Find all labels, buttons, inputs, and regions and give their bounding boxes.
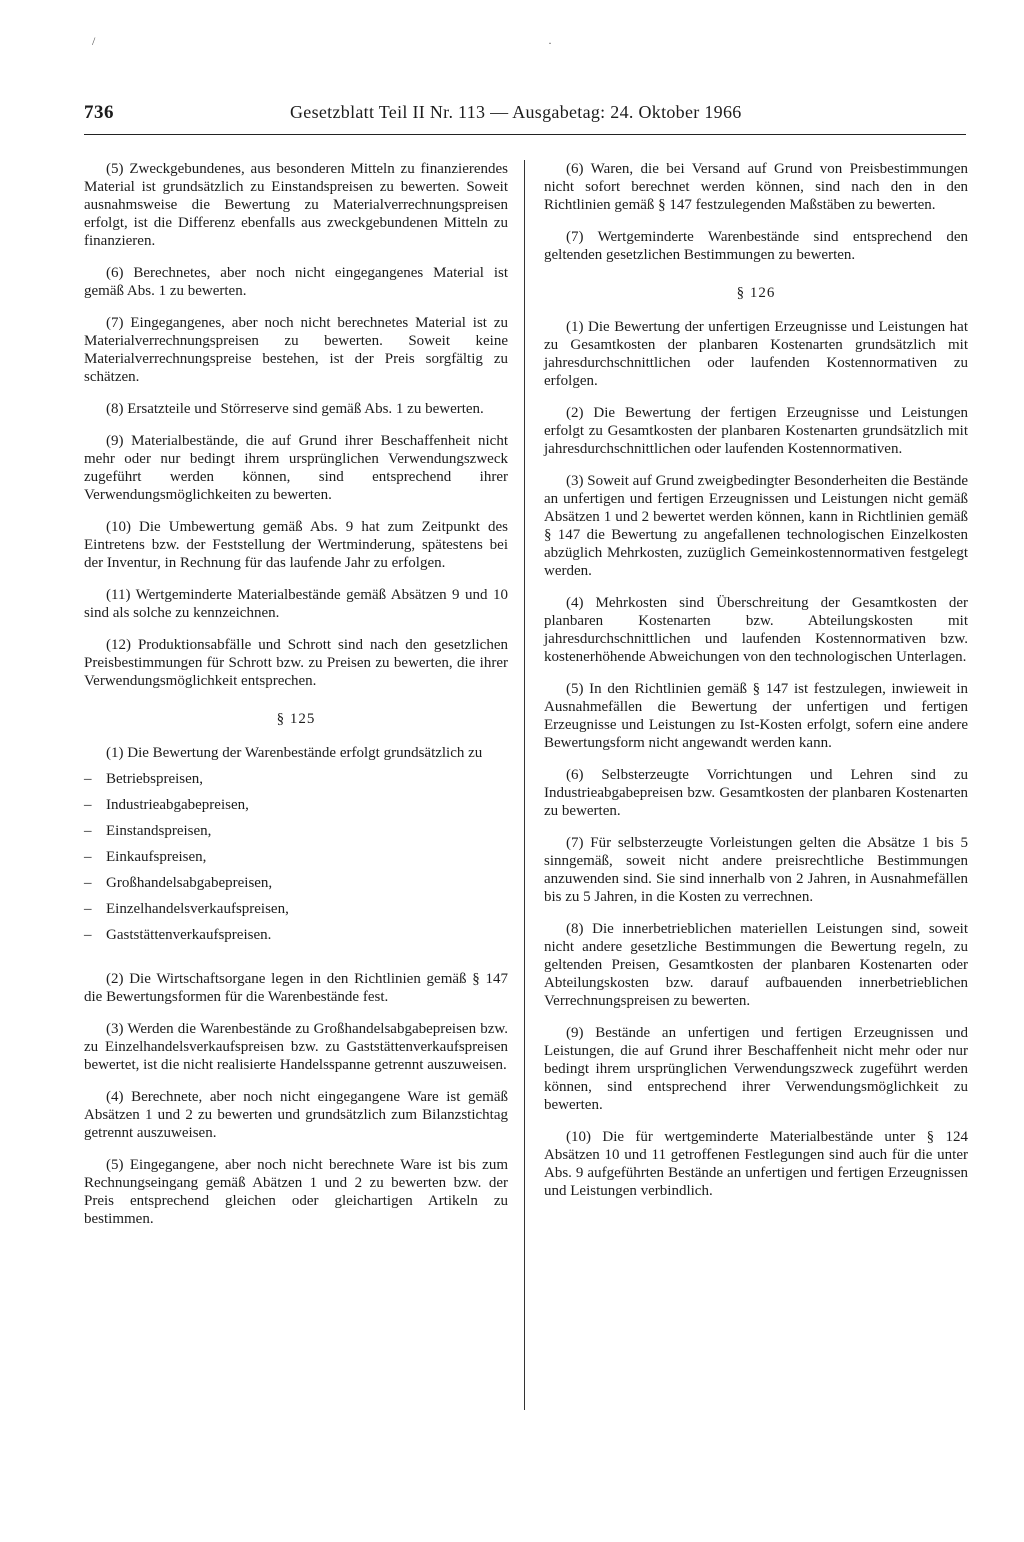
section-heading-125: § 125 xyxy=(276,711,316,727)
price-type-list xyxy=(84,770,508,944)
scan-mark: · xyxy=(548,36,552,50)
paragraph-125-6: (6) Waren, die bei Versand auf Grund von Preisbestimmungen nicht sofort berechnet werden können, sind nach den in den Richtlinien gemäß § 147 festzulegenden Maßstäben zu bewerten. xyxy=(544,161,968,213)
paragraph-126-6: (6) Selbsterzeugte Vorrichtungen und Lehren sind zu Industrieabgabepreisen bzw. Gesamtkosten der planbaren Kostenarten zu bewerten. xyxy=(544,767,968,819)
list-item: – Betriebspreisen, xyxy=(84,770,508,788)
paragraph-126-3: (3) Soweit auf Grund zweigbedingter Besonderheiten die Bestände an unfertigen und fertigen Erzeugnissen und Leistungen nicht gemäß Absätzen 1 und 2 bewertet werden können, kann in Richtlinien gemäß § 147 die Bewertung zu angefallenen technologischen Einzelkosten abzüglich Mehrkosten, zuzüglich Gemeinkostennormativen festgelegt werden. xyxy=(544,473,968,579)
scan-mark: / xyxy=(92,34,96,48)
paragraph-125-5: (5) Eingegangene, aber noch nicht berechnete Ware ist bis zum Rechnungseingang gemäß Abätzen 1 und 2 zu bewerten bzw. der Preis entsprechend gleichen oder gleichartigen Artikeln zu bestimmen. xyxy=(84,1157,508,1227)
section-heading-126: § 126 xyxy=(736,285,776,301)
paragraph-124-11: (11) Wertgeminderte Materialbestände gemäß Absätzen 9 und 10 sind als solche zu kennzeichnen. xyxy=(84,587,508,621)
header-divider xyxy=(84,134,966,135)
list-item: – Industrieabgabepreisen, xyxy=(84,796,508,814)
paragraph-126-8: (8) Die innerbetrieblichen materiellen Leistungen sind, soweit nicht andere gesetzliche Bestimmungen die Bewertung regeln, zu geltenden Preisen, Gesamtkosten der planbaren Kostenarten oder Abteilungskosten bzw. darauf aufbauenden innerbetrieblichen Verrechnungspreisen zu bewerten. xyxy=(544,921,968,1009)
paragraph-126-10: (10) Die für wertgeminderte Materialbestände unter § 124 Absätzen 10 und 11 getroffenen Festlegungen sind auch für die unter Abs. 9 aufgeführten Bestände an unfertigen und fertigen Erzeugnissen und Leistungen verbindlich. xyxy=(544,1129,968,1199)
page-number: 736 xyxy=(84,102,114,123)
paragraph-126-1: (1) Die Bewertung der unfertigen Erzeugnisse und Leistungen hat zu Gesamtkosten der planbaren Kostenarten grundsätzlich mit jahresdurchschnittlichen oder laufenden Kostennormativen zu erfolgen. xyxy=(544,319,968,389)
paragraph-126-5: (5) In den Richtlinien gemäß § 147 ist festzulegen, inwieweit in Ausnahmefällen die Bewertung der unfertigen und fertigen Erzeugnisse und Leistungen zu Ist-Kosten erfolgt, sofern eine andere Bewertungsform nicht angewandt werden kann. xyxy=(544,681,968,751)
page-header-title: Gesetzblatt Teil II Nr. 113 — Ausgabetag: 24. Oktober 1966 xyxy=(290,102,742,122)
paragraph-124-6: (6) Berechnetes, aber noch nicht eingegangenes Material ist gemäß Abs. 1 zu bewerten. xyxy=(84,265,508,299)
paragraph-126-4: (4) Mehrkosten sind Überschreitung der Gesamtkosten der planbaren Kostenarten bzw. Abteilungskosten mit jahresdurchschnittlichen und laufenden Kostennormativen bzw. kostenerhöhende Abweichungen von den technologischen Unterlagen. xyxy=(544,595,968,665)
list-item: – Einzelhandelsverkaufspreisen, xyxy=(84,900,508,918)
paragraph-124-10: (10) Die Umbewertung gemäß Abs. 9 hat zum Zeitpunkt des Eintretens bzw. der Feststellung der Wertminderung, spätestens bei der Inventur, in Rechnung für das laufende Jahr zu erfolgen. xyxy=(84,519,508,571)
list-item: – Großhandelsabgabepreisen, xyxy=(84,874,508,892)
list-item: – Einkaufspreisen, xyxy=(84,848,508,866)
list-item: – Einstandspreisen, xyxy=(84,822,508,840)
paragraph-126-2: (2) Die Bewertung der fertigen Erzeugnisse und Leistungen erfolgt zu Gesamtkosten der planbaren Kostenarten grundsätzlich mit jahresdurchschnittlichen oder laufenden Kostennormativen. xyxy=(544,405,968,457)
paragraph-125-2: (2) Die Wirtschaftsorgane legen in den Richtlinien gemäß § 147 die Bewertungsformen für die Warenbestände fest. xyxy=(84,971,508,1005)
paragraph-125-4: (4) Berechnete, aber noch nicht eingegangene Ware ist gemäß Absätzen 1 und 2 zu bewerten und grundsätzlich zum Bilanzstichtag getrennt auszuweisen. xyxy=(84,1089,508,1141)
paragraph-124-12: (12) Produktionsabfälle und Schrott sind nach den gesetzlichen Preisbestimmungen für Schrott bzw. zu Preisen zu bewerten, die ihrer Verwendungsmöglichkeit entsprechen. xyxy=(84,637,508,689)
paragraph-124-7: (7) Eingegangenes, aber noch nicht berechnetes Material ist zu Materialverrechnungspreisen zu bewerten. Soweit keine Materialverrechnungspreise bestehen, ist der Preis sorgfältig zu schätzen. xyxy=(84,315,508,385)
paragraph-124-5: (5) Zweckgebundenes, aus besonderen Mitteln zu finanzierendes Material ist grundsätzlich zu Einstandspreisen zu bewerten. Soweit ausnahmsweise die Bewertung zu Materialverrechnungspreisen erfolgt, ist die Differenz ebenfalls aus zweckgebundenen Mitteln zu finanzieren. xyxy=(84,161,508,249)
paragraph-124-8: (8) Ersatzteile und Störreserve sind gemäß Abs. 1 zu bewerten. xyxy=(106,401,484,417)
column-divider xyxy=(524,160,525,1410)
paragraph-126-7: (7) Für selbsterzeugte Vorleistungen gelten die Absätze 1 bis 5 sinngemäß, soweit nicht andere preisrechtliche Bestimmungen anzuwenden sind. Sie sind innerhalb von 2 Jahren, in Ausnahmefällen bis zu 5 Jahren, in die Kosten zu verrechnen. xyxy=(544,835,968,905)
paragraph-125-7: (7) Wertgeminderte Warenbestände sind entsprechend den geltenden gesetzlichen Bestimmungen zu bewerten. xyxy=(544,229,968,263)
list-item: – Gaststättenverkaufspreisen. xyxy=(84,926,508,944)
right-column xyxy=(544,160,968,1214)
paragraph-125-1: (1) Die Bewertung der Warenbestände erfolgt grundsätzlich zu xyxy=(106,745,483,761)
paragraph-126-9: (9) Bestände an unfertigen und fertigen Erzeugnissen und Leistungen, die auf Grund ihrer Beschaffenheit nicht mehr oder nur bedingt ihrem ursprünglichen Verwendungszweck zugeführt werden können, sind entsprechend ihrer Verwendungsmöglichkeit zu bewerten. xyxy=(544,1025,968,1113)
paragraph-124-9: (9) Materialbestände, die auf Grund ihrer Beschaffenheit nicht mehr oder nur bedingt ihrem ursprünglichen Verwendungszweck zugeführt werden können, sind entsprechend ihrer Verwendungsmöglichkeiten zu bewerten. xyxy=(84,433,508,503)
paragraph-125-3: (3) Werden die Warenbestände zu Großhandelsabgabepreisen bzw. zu Einzelhandelsverkaufspreisen bzw. zu Gaststättenverkaufspreisen bewertet, ist die nicht realisierte Handelsspanne getrennt auszuweisen. xyxy=(84,1021,508,1073)
left-column xyxy=(84,160,508,1242)
